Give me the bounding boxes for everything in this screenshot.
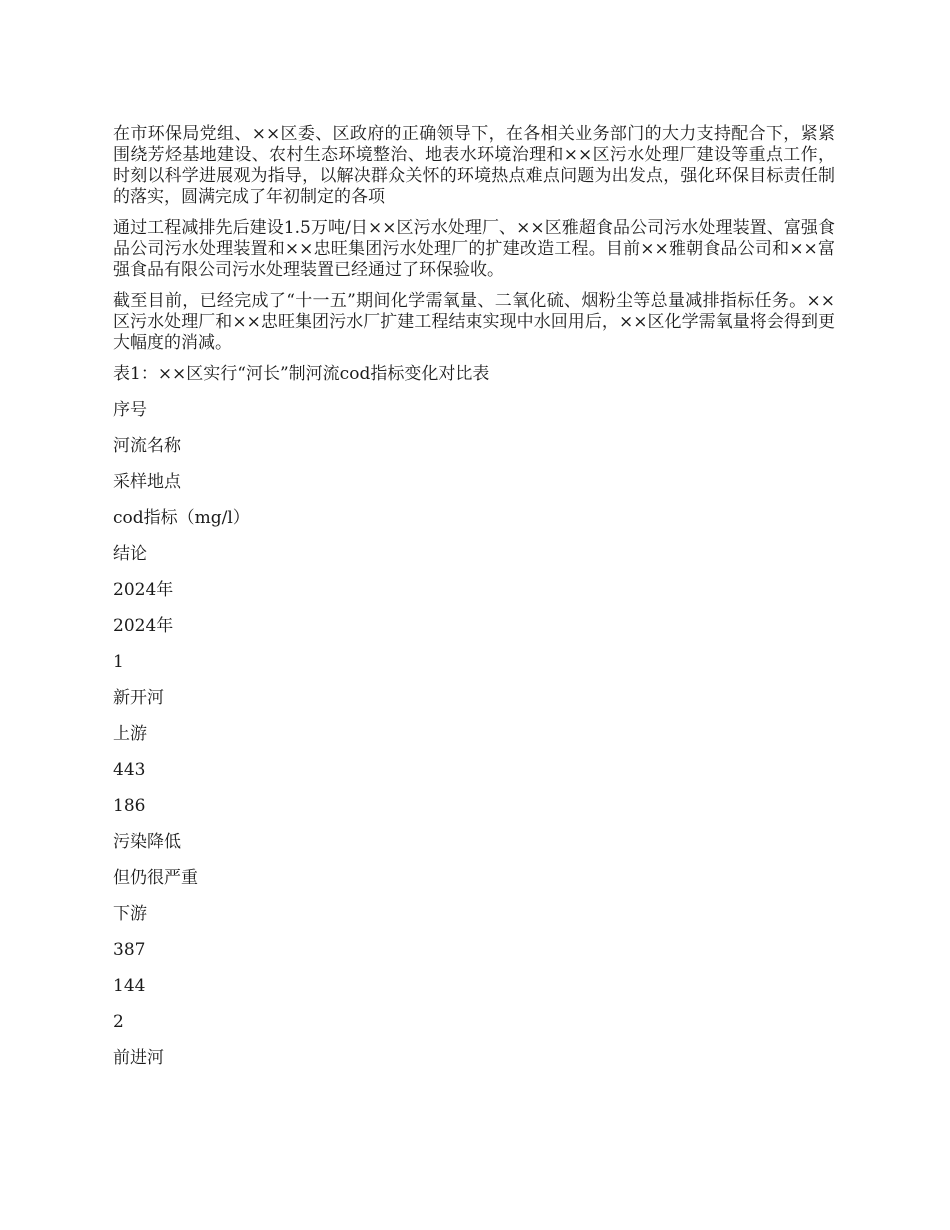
table-header-conclusion: 结论 bbox=[113, 544, 147, 564]
table-cell: 前进河 bbox=[113, 1048, 164, 1068]
table-cell: 污染降低 bbox=[113, 832, 181, 852]
table-cell: 2 bbox=[113, 1012, 124, 1032]
table-cell: 387 bbox=[113, 940, 146, 960]
table-header-list bbox=[113, 400, 835, 637]
table-header-sampling-site: 采样地点 bbox=[113, 472, 181, 492]
paragraph-emission-targets: 截至目前，已经完成了“十一五”期间化学需氧量、二氧化硫、烟粉尘等总量减排指标任务。××区污水处理厂和××忠旺集团污水厂扩建工程结束实现中水回用后，××区化学需氧量将会得到更大幅度的消减。 bbox=[113, 291, 835, 353]
paragraph-engineering-reduction: 通过工程减排先后建设1.5万吨/日××区污水处理厂、××区雅超食品公司污水处理装置、富强食品公司污水处理装置和××忠旺集团污水处理厂的扩建改造工程。目前××雅朝食品公司和××富强食品有限公司污水处理装置已经通过了环保验收。 bbox=[113, 218, 835, 280]
table-cell: 下游 bbox=[113, 904, 147, 924]
table-header-year-first: 2024年 bbox=[113, 580, 174, 600]
paragraph-summary: 在市环保局党组、××区委、区政府的正确领导下，在各相关业务部门的大力支持配合下，紧紧围绕芳烃基地建设、农村生态环境整治、地表水环境治理和××区污水处理厂建设等重点工作，时刻以科学进展观为指导，以解决群众关怀的环境热点难点问题为出发点，强化环保目标责任制的落实，圆满完成了年初制定的各项 bbox=[113, 124, 835, 207]
document-body bbox=[113, 124, 835, 1084]
table-cell: 443 bbox=[113, 760, 146, 780]
table-cell: 1 bbox=[113, 652, 124, 672]
table-header-cod-value: cod指标（mg/l） bbox=[113, 508, 250, 528]
table-cell: 但仍很严重 bbox=[113, 868, 198, 888]
table-cell: 144 bbox=[113, 976, 146, 996]
table-cell-list bbox=[113, 652, 835, 1069]
table-cell: 上游 bbox=[113, 724, 147, 744]
table-header-index: 序号 bbox=[113, 400, 147, 420]
table-header-year-second: 2024年 bbox=[113, 616, 174, 636]
table-cell: 186 bbox=[113, 796, 146, 816]
table-cell: 新开河 bbox=[113, 688, 164, 708]
table-caption: 表1：××区实行“河长”制河流cod指标变化对比表 bbox=[113, 364, 490, 384]
table-header-river-name: 河流名称 bbox=[113, 436, 181, 456]
